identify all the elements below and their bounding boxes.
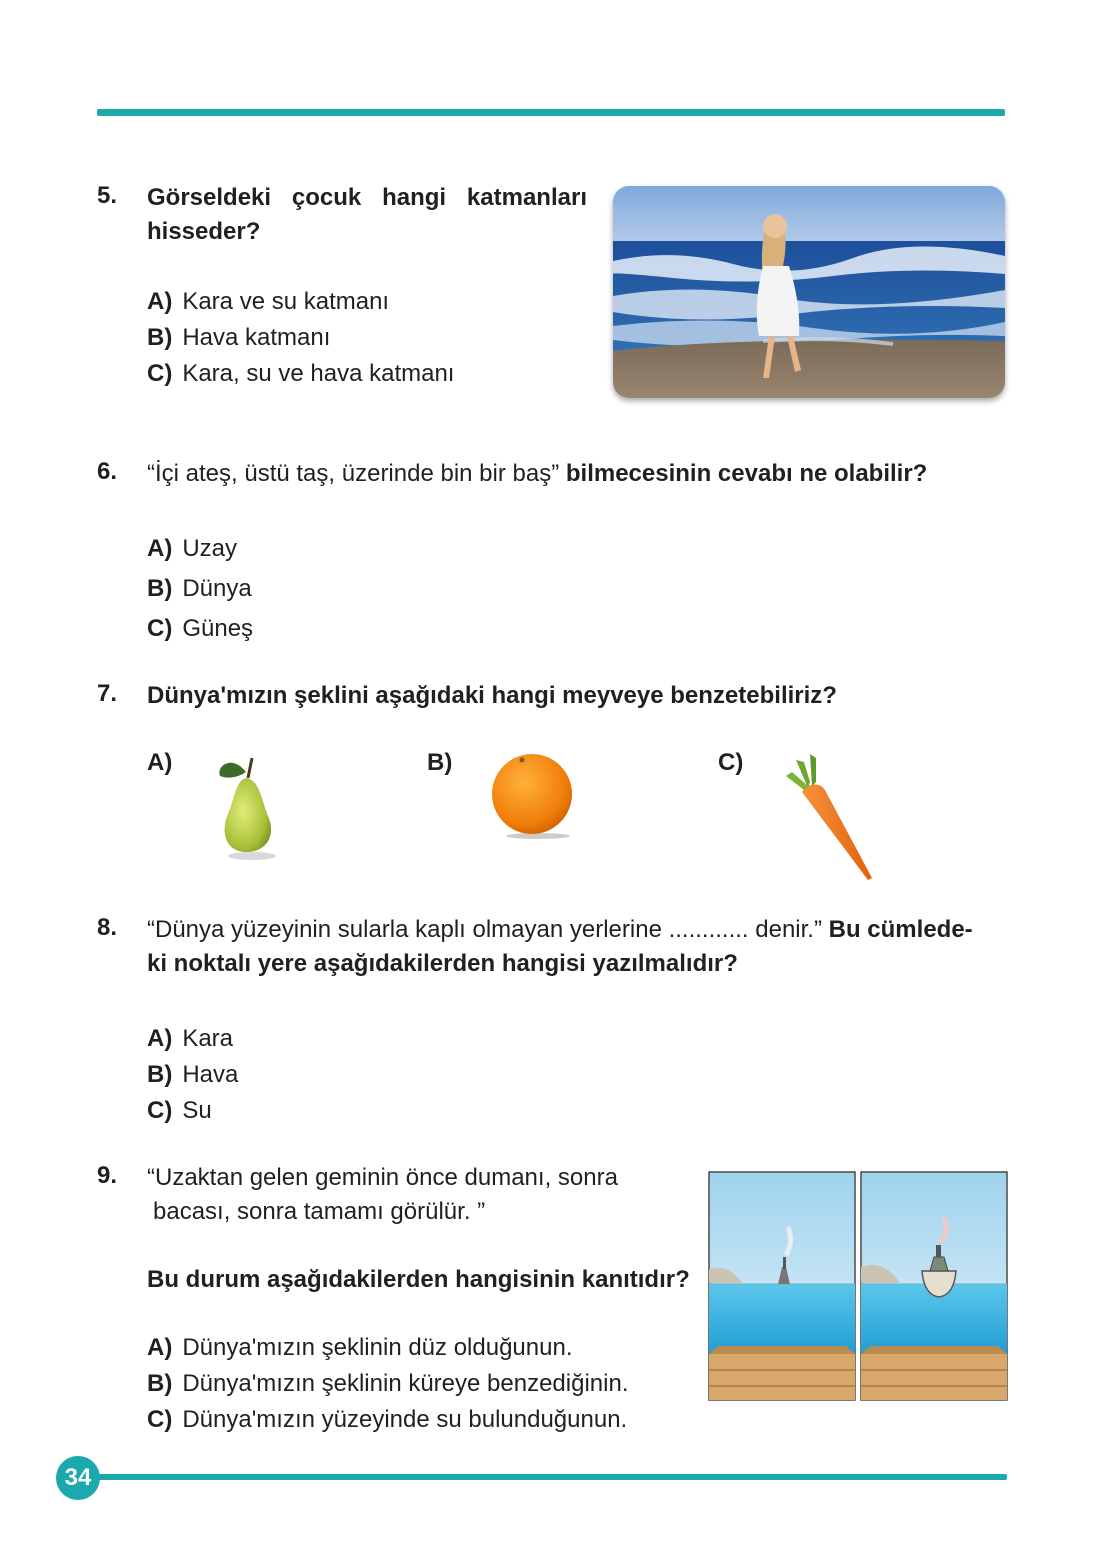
- q9-option-b-text: Dünya'mızın şeklinin küreye benzediğinin.: [182, 1370, 629, 1397]
- q5-question-line1: Görseldeki çocuk hangi katmanları: [147, 184, 587, 211]
- q9-question: Bu durum aşağıdakilerden hangisinin kanıtıdır?: [147, 1266, 690, 1293]
- bottom-rule: [92, 1474, 1007, 1480]
- q6-option-c[interactable]: [147, 614, 253, 644]
- q6-number: 6.: [97, 458, 118, 485]
- q5-option-c-text: Kara, su ve hava katmanı: [182, 360, 455, 387]
- q5-option-a-letter: A): [147, 288, 173, 315]
- q8-question-line1: [147, 913, 1009, 947]
- q8-option-a[interactable]: [147, 1024, 233, 1054]
- pear-icon[interactable]: [206, 752, 290, 862]
- q6-question: [147, 457, 927, 491]
- q5-option-b-text: Hava katmanı: [182, 324, 331, 351]
- carrot-icon[interactable]: [784, 752, 894, 886]
- q8-statement: “Dünya yüzeyinin sularla kaplı olmayan yerlerine ............ denir.”: [147, 916, 822, 943]
- q5-option-b-letter: B): [147, 324, 173, 351]
- girl-on-beach-photo: [613, 186, 1005, 398]
- q5-option-a-text: Kara ve su katmanı: [182, 288, 390, 315]
- q9-option-a-letter: A): [147, 1334, 173, 1361]
- q5-option-c-letter: C): [147, 360, 173, 387]
- q9-statement: [147, 1161, 618, 1229]
- ship-horizon-illustration: [708, 1171, 1008, 1401]
- q6-option-a-letter: A): [147, 535, 173, 562]
- q6-option-a[interactable]: [147, 534, 237, 564]
- q9-option-c-letter: C): [147, 1406, 173, 1433]
- q6-option-b-text: Dünya: [182, 575, 252, 602]
- q7-option-c-letter[interactable]: C): [718, 749, 744, 776]
- q5-question: [147, 181, 587, 249]
- top-rule: [97, 109, 1005, 116]
- q6-option-b[interactable]: [147, 574, 252, 604]
- q7-question: Dünya'mızın şeklini aşağıdaki hangi meyveye benzetebiliriz?: [147, 682, 837, 709]
- q8-option-c[interactable]: [147, 1096, 212, 1126]
- q7-option-b-letter[interactable]: B): [427, 749, 453, 776]
- q6-question-text: bilmecesinin cevabı ne olabilir?: [565, 460, 928, 487]
- q8-number: 8.: [97, 914, 118, 941]
- q5-question-line2: hisseder?: [147, 218, 261, 245]
- orange-icon[interactable]: [488, 750, 582, 840]
- q9-option-b-letter: B): [147, 1370, 173, 1397]
- q8-option-a-letter: A): [147, 1025, 173, 1052]
- ship-panel-left: [709, 1172, 855, 1400]
- q7-number: 7.: [97, 680, 118, 707]
- q9-option-c[interactable]: [147, 1405, 627, 1435]
- q8-option-c-letter: C): [147, 1097, 173, 1124]
- q6-option-c-text: Güneş: [182, 615, 254, 642]
- q9-statement-line2: bacası, sonra tamamı görülür. ”: [153, 1198, 486, 1225]
- q6-riddle: “İçi ateş, üstü taş, üzerinde bin bir baş”: [147, 460, 560, 487]
- q5-number: 5.: [97, 182, 118, 209]
- q9-option-a[interactable]: [147, 1333, 572, 1363]
- q6-option-b-letter: B): [147, 575, 173, 602]
- q8-question: [147, 913, 1009, 981]
- q8-option-b-letter: B): [147, 1061, 173, 1088]
- q8-option-c-text: Su: [182, 1097, 212, 1124]
- q9-number: 9.: [97, 1162, 118, 1189]
- q6-option-c-letter: C): [147, 615, 173, 642]
- q9-option-b[interactable]: [147, 1369, 628, 1399]
- q8-question-line2: ki noktalı yere aşağıdakilerden hangisi yazılmalıdır?: [147, 950, 738, 977]
- q5-option-a[interactable]: [147, 287, 389, 317]
- ship-panel-right: [861, 1172, 1007, 1400]
- q7-option-a-letter[interactable]: A): [147, 749, 173, 776]
- q5-option-c[interactable]: [147, 359, 454, 389]
- q6-option-a-text: Uzay: [182, 535, 238, 562]
- page-number-badge: 34: [56, 1456, 100, 1500]
- q5-option-b[interactable]: [147, 323, 330, 353]
- q8-question-part1: Bu cümlede-: [828, 916, 973, 943]
- q9-option-c-text: Dünya'mızın yüzeyinde su bulunduğunun.: [182, 1406, 628, 1433]
- q9-statement-line1: “Uzaktan gelen geminin önce dumanı, sonra: [147, 1164, 618, 1191]
- q8-option-a-text: Kara: [182, 1025, 234, 1052]
- q8-option-b-text: Hava: [182, 1061, 239, 1088]
- q8-option-b[interactable]: [147, 1060, 238, 1090]
- q9-option-a-text: Dünya'mızın şeklinin düz olduğunun.: [182, 1334, 573, 1361]
